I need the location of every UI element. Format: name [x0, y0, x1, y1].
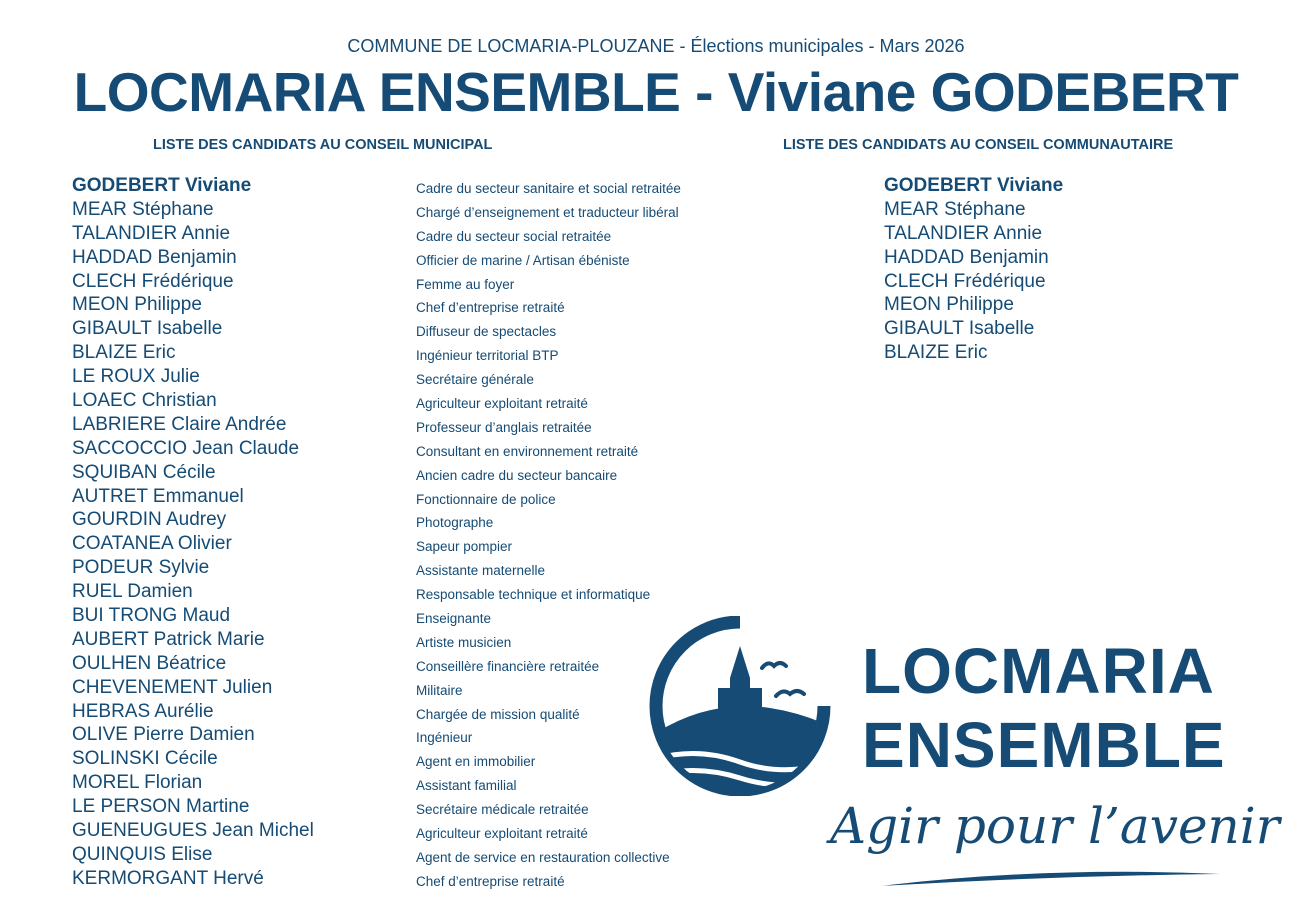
candidate-name: SOLINSKI Cécile	[72, 748, 218, 770]
candidate-profession: Chef d’entreprise retraité	[416, 873, 565, 889]
logo-word-ensemble: ENSEMBLE	[862, 709, 1226, 781]
candidate-profession: Agriculteur exploitant retraité	[416, 396, 588, 412]
candidate-name: GIBAULT Isabelle	[72, 318, 223, 340]
candidate-name: GODEBERT Viviane	[72, 175, 252, 196]
candidate-profession: Enseignante	[416, 611, 492, 627]
candidate-profession: Ingénieur	[416, 730, 473, 746]
candidate-profession: Photographe	[416, 515, 494, 531]
community-list-heading: LISTE DES CANDIDATS AU CONSEIL COMMUNAUTAIRE	[783, 137, 1174, 153]
candidate-profession: Chef d’entreprise retraité	[416, 300, 565, 316]
candidate-name: COATANEA Olivier	[72, 533, 232, 555]
candidate-profession: Agent de service en restauration collective	[416, 849, 670, 865]
candidate-name: SACCOCCIO Jean Claude	[72, 437, 300, 459]
candidate-name: CLECH Frédérique	[72, 270, 234, 292]
candidate-profession: Diffuseur de spectacles	[416, 324, 557, 340]
tagline-swoosh-icon	[880, 860, 1220, 890]
community-candidate-names	[884, 174, 1063, 365]
logo-word-locmaria: LOCMARIA	[862, 635, 1215, 707]
municipal-list-heading: LISTE DES CANDIDATS AU CONSEIL MUNICIPAL	[153, 137, 493, 153]
candidate-profession: Sapeur pompier	[416, 539, 513, 555]
locmaria-ensemble-logo	[640, 610, 1280, 900]
candidate-name: SQUIBAN Cécile	[72, 461, 216, 483]
candidate-profession: Conseillère financière retraitée	[416, 658, 600, 674]
candidate-profession: Secrétaire générale	[416, 372, 534, 388]
candidate-profession: Cadre du secteur sanitaire et social retraitée	[416, 181, 681, 196]
candidate-name: MOREL Florian	[72, 772, 203, 794]
candidate-profession: Officier de marine / Artisan ébéniste	[416, 252, 630, 268]
candidate-name: KERMORGANT Hervé	[72, 867, 264, 889]
candidate-name: OULHEN Béatrice	[72, 652, 227, 674]
candidate-profession: Assistante maternelle	[416, 563, 546, 579]
candidate-profession: Consultant en environnement retraité	[416, 443, 639, 459]
candidate-name: BUI TRONG Maud	[72, 605, 231, 627]
candidate-name: QUINQUIS Elise	[72, 843, 213, 865]
candidate-profession: Ingénieur territorial BTP	[416, 348, 559, 364]
candidate-profession: Ancien cadre du secteur bancaire	[416, 467, 618, 483]
candidate-profession: Agriculteur exploitant retraité	[416, 826, 588, 842]
candidate-profession: Fonctionnaire de police	[416, 491, 556, 507]
candidate-name: HEBRAS Aurélie	[72, 700, 214, 722]
community-candidate-name: BLAIZE Eric	[884, 342, 988, 364]
candidate-profession: Secrétaire médicale retraitée	[416, 802, 589, 818]
candidate-profession: Chargé d’enseignement et traducteur libéral	[416, 204, 679, 220]
candidate-profession: Femme au foyer	[416, 276, 515, 292]
community-candidate-name: TALANDIER Annie	[884, 222, 1043, 244]
candidate-name: BLAIZE Eric	[72, 342, 176, 364]
candidate-profession: Assistant familial	[416, 778, 517, 794]
candidate-profession: Artiste musicien	[416, 634, 512, 650]
logo-tagline: Agir pour l’avenir	[830, 797, 1280, 855]
community-candidate-name: GODEBERT Viviane	[884, 175, 1064, 196]
candidate-name: MEON Philippe	[72, 294, 202, 316]
community-candidate-name: GIBAULT Isabelle	[884, 318, 1035, 340]
candidate-profession: Chargée de mission qualité	[416, 706, 580, 722]
church-emblem-icon	[640, 616, 850, 796]
candidate-name: GUENEUGUES Jean Michel	[72, 820, 314, 842]
candidate-name: PODEUR Sylvie	[72, 557, 210, 579]
candidate-name: LE ROUX Julie	[72, 366, 200, 388]
candidate-profession: Militaire	[416, 682, 463, 698]
candidate-name: HADDAD Benjamin	[72, 246, 237, 268]
poster-title: LOCMARIA ENSEMBLE - Viviane GODEBERT	[73, 61, 1239, 123]
candidate-name: OLIVE Pierre Damien	[72, 724, 255, 746]
community-candidate-name: MEAR Stéphane	[884, 198, 1026, 220]
candidate-profession: Cadre du secteur social retraitée	[416, 228, 612, 244]
candidate-name: CHEVENEMENT Julien	[72, 676, 273, 698]
candidate-profession: Professeur d’anglais retraitée	[416, 419, 592, 435]
candidate-profession: Responsable technique et informatique	[416, 587, 651, 603]
candidate-name: GOURDIN Audrey	[72, 509, 227, 531]
candidate-name: MEAR Stéphane	[72, 198, 214, 220]
community-candidate-name: CLECH Frédérique	[884, 270, 1046, 292]
community-candidate-name: HADDAD Benjamin	[884, 246, 1049, 268]
candidate-name: LABRIERE Claire Andrée	[72, 413, 287, 435]
candidate-name: RUEL Damien	[72, 581, 193, 603]
community-candidate-name: MEON Philippe	[884, 294, 1014, 316]
poster-subtitle: COMMUNE DE LOCMARIA-PLOUZANE - Élections municipales - Mars 2026	[347, 36, 965, 56]
candidate-profession: Agent en immobilier	[416, 754, 536, 770]
candidate-name: AUBERT Patrick Marie	[72, 628, 265, 650]
municipal-candidate-names	[72, 174, 314, 891]
candidate-name: LE PERSON Martine	[72, 796, 250, 818]
candidate-name: TALANDIER Annie	[72, 222, 231, 244]
candidate-name: LOAEC Christian	[72, 390, 217, 412]
candidate-name: AUTRET Emmanuel	[72, 485, 244, 507]
